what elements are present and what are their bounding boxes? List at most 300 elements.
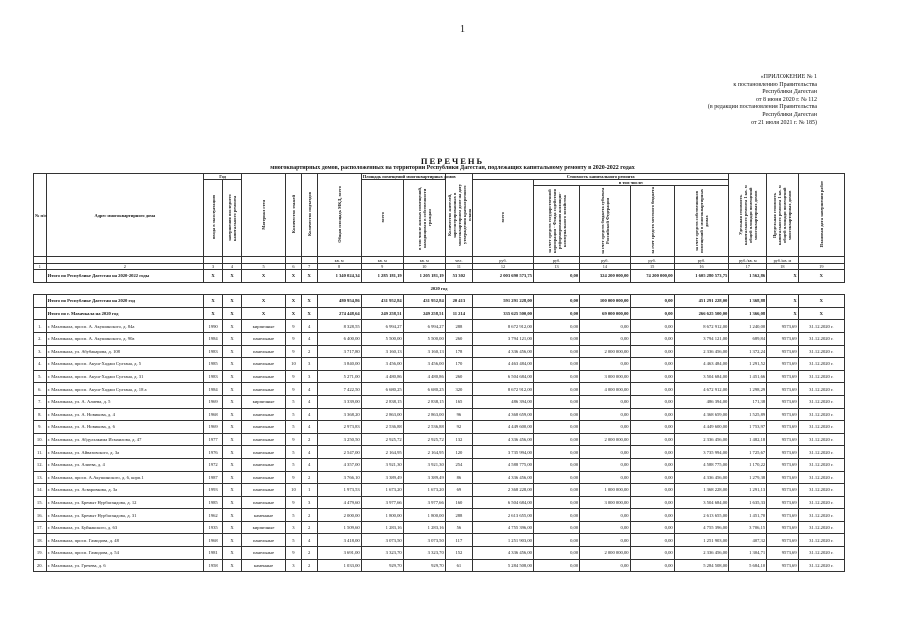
table-cell: г. Махачкала, просп. Гамидова, д. 48 [46, 534, 204, 547]
table-cell: 10 [286, 358, 302, 371]
table-cell: X [223, 534, 242, 547]
table-cell: 3 794 121,00 [473, 332, 534, 345]
table-cell: 9573,69 [767, 471, 799, 484]
table-cell: 266 625 500,00 [674, 307, 729, 320]
table-cell: 9 [286, 345, 302, 358]
table-cell: 0,00 [630, 370, 674, 383]
table-cell: X [798, 270, 844, 283]
table-cell: 5 [286, 446, 302, 459]
table-cell: 1 509,60 [317, 521, 361, 534]
table-cell: 31.12.2020 г. [798, 484, 844, 497]
appendix-line: к постановлению Правительства [733, 81, 817, 88]
table-cell: 260 [445, 370, 472, 383]
table-cell: 20 413 [445, 295, 472, 308]
table-cell: X [223, 496, 242, 509]
table-cell: 31.12.2020 г. [798, 509, 844, 522]
unit-cell: чел. [445, 257, 472, 264]
page-number: 1 [460, 24, 465, 35]
table-cell: 0,00 [533, 332, 579, 345]
table-cell: 4 479,60 [317, 496, 361, 509]
table-cell: X [798, 307, 844, 320]
table-cell: панельные [241, 458, 285, 471]
table-cell: 1 304,71 [729, 547, 767, 560]
table-cell: 4 [301, 332, 317, 345]
table-cell: 929,70 [361, 559, 403, 572]
unit-cell: руб./кв. м [767, 257, 799, 264]
table-cell: X [223, 370, 242, 383]
table-cell: 1962 [204, 509, 223, 522]
units-row [34, 257, 845, 264]
table-cell: 0,00 [533, 370, 579, 383]
table-cell: 3 368,20 [317, 408, 361, 421]
table-cell: 6 504 684,00 [473, 370, 534, 383]
table-cell: 0,00 [533, 484, 579, 497]
table-cell: 0,00 [533, 496, 579, 509]
appendix-line: (в редакции постановления Правительства [707, 104, 817, 111]
table-cell: 0,00 [580, 458, 630, 471]
table-cell [34, 307, 47, 320]
table-cell: 2 [301, 433, 317, 446]
unit-cell: руб. [674, 257, 729, 264]
table-cell: 0,00 [533, 358, 579, 371]
table-cell: X [223, 395, 242, 408]
table-cell: 8 672 912,00 [674, 320, 729, 333]
table-cell: 3 389,49 [361, 471, 403, 484]
table-cell: 3 977,66 [361, 496, 403, 509]
table-cell: 4 [301, 408, 317, 421]
table-cell: 0,00 [533, 383, 579, 396]
table-cell: 1 366,08 [729, 307, 767, 320]
table-cell: 4 449 600,00 [473, 421, 534, 434]
table-cell: 1 605 280 573,75 [674, 270, 729, 283]
table-row [34, 332, 845, 345]
header-total-area: Общая площадь МКД, всего [317, 174, 361, 257]
table-cell: 3 160,13 [403, 345, 445, 358]
appendix-note [577, 74, 817, 127]
table-cell: 9573,69 [767, 421, 799, 434]
table-cell: 3 735 994,00 [674, 446, 729, 459]
table-row [34, 395, 845, 408]
table-cell: 1 298,29 [729, 383, 767, 396]
table-cell: 152 [445, 547, 472, 560]
table-cell: 1 251 903,00 [674, 534, 729, 547]
table-cell: 0,00 [533, 395, 579, 408]
table-cell: 4 [301, 534, 317, 547]
table-cell: 4 449 600,00 [674, 421, 729, 434]
table-cell: 31.12.2020 г. [798, 496, 844, 509]
table-row [34, 559, 845, 572]
table-cell: 431 952,84 [403, 295, 445, 308]
table-cell: 14. [34, 484, 47, 497]
table-cell: 2 [301, 521, 317, 534]
table-cell: 3 389,49 [403, 471, 445, 484]
table-row [34, 345, 845, 358]
table-cell: 0,00 [630, 521, 674, 534]
table-cell: 5 [286, 421, 302, 434]
table-cell: 2 000 000,00 [580, 345, 630, 358]
table-cell: 4 368 659,00 [674, 408, 729, 421]
table-cell: 9573,69 [767, 408, 799, 421]
table-cell: 4 480,86 [403, 370, 445, 383]
column-number-cell: 17 [729, 264, 767, 270]
table-cell: 9 [286, 383, 302, 396]
table-cell: 0,00 [533, 547, 579, 560]
appendix-line: Республики Дагестан [762, 111, 817, 118]
header-premises-total: всего [361, 180, 403, 257]
table-cell [34, 295, 47, 308]
table-cell: 591 291 228,00 [473, 295, 534, 308]
table-cell: 7. [34, 395, 47, 408]
table-cell: 335 625 500,00 [473, 307, 534, 320]
table-cell: 4 336 456,00 [473, 433, 534, 446]
column-number-cell: 8 [317, 264, 361, 270]
table-cell: 0,00 [630, 421, 674, 434]
table-cell: 9573,69 [767, 345, 799, 358]
table-cell: панельные [241, 484, 285, 497]
table-cell: 9573,69 [767, 395, 799, 408]
table-cell: 9573,69 [767, 370, 799, 383]
table-cell: 2 164,95 [361, 446, 403, 459]
table-cell: 31.12.2020 г. [798, 547, 844, 560]
table-row [34, 484, 845, 497]
table-cell: г. Махачкала, ул. Буйнакского, д. 63 [46, 521, 204, 534]
table-cell: 31.12.2020 г. [798, 358, 844, 371]
table-cell: 1 291,13 [729, 484, 767, 497]
table-cell: 1935 [204, 521, 223, 534]
table-cell: 2 [301, 559, 317, 572]
table-cell: 274 448,64 [317, 307, 361, 320]
table-cell: 0,00 [630, 358, 674, 371]
header-cost-local: за счет средств местного бюджета [630, 186, 674, 257]
table-cell: X [241, 270, 285, 283]
header-wall: Материал стен [241, 174, 285, 257]
table-cell: 6 504 684,00 [473, 496, 534, 509]
table-cell: 9573,69 [767, 484, 799, 497]
column-number-cell: 12 [473, 264, 534, 270]
table-cell: X [204, 307, 223, 320]
table-cell: 0,00 [580, 408, 630, 421]
table-cell: панельные [241, 471, 285, 484]
table-cell: 8. [34, 408, 47, 421]
table-cell: Итого по Республике Дагестан на 2020-2022 годы [46, 270, 204, 283]
table-cell: 1 000 000,00 [580, 484, 630, 497]
table-cell: 1968 [204, 408, 223, 421]
table-cell: 0,00 [630, 395, 674, 408]
table-cell: 100 000 000,00 [580, 295, 630, 308]
table-row [34, 496, 845, 509]
table-cell: 451 291 228,00 [674, 295, 729, 308]
table-cell: 4 [301, 446, 317, 459]
column-number-cell: 13 [533, 264, 579, 270]
table-cell: 15. [34, 496, 47, 509]
table-cell: 2 547,00 [317, 446, 361, 459]
table-cell: 3 323,70 [403, 547, 445, 560]
column-number-cell: 1 [34, 264, 47, 270]
table-cell: 18. [34, 534, 47, 547]
table-cell: панельные [241, 345, 285, 358]
table-cell: 2 838,15 [403, 395, 445, 408]
table-cell: 249 258,51 [361, 307, 403, 320]
table-cell: 4 463 484,00 [674, 358, 729, 371]
table-cell: 132 [445, 433, 472, 446]
table-cell: 31.12.2020 г. [798, 534, 844, 547]
table-cell: 3 921,30 [361, 458, 403, 471]
table-cell: 1969 [204, 395, 223, 408]
table-cell: 3 323,70 [361, 547, 403, 560]
table-cell: 3 [301, 496, 317, 509]
table-cell: панельные [241, 358, 285, 371]
table-cell: X [223, 547, 242, 560]
table-cell: Итого по Республике Дагестан на 2020 год [46, 295, 204, 308]
table-cell: 2 336 456,00 [674, 345, 729, 358]
table-cell: 260 [445, 332, 472, 345]
table-cell: 0,00 [630, 559, 674, 572]
table-cell: 480 954,86 [317, 295, 361, 308]
table-cell: 1977 [204, 433, 223, 446]
table-cell: 9573,69 [767, 534, 799, 547]
table-cell: 1 451,66 [729, 370, 767, 383]
table-row [34, 534, 845, 547]
table-cell: 3 456,00 [361, 358, 403, 371]
table-cell: 10. [34, 433, 47, 446]
column-number-cell: 7 [301, 264, 317, 270]
table-cell: г. Махачкала, просп. Гамидова, д. 54 [46, 547, 204, 560]
table-cell: 1 368 228,00 [674, 484, 729, 497]
column-number-cell: 19 [798, 264, 844, 270]
table-cell: 2 863,00 [403, 408, 445, 421]
table-cell: 17. [34, 521, 47, 534]
table-cell: 2 838,15 [361, 395, 403, 408]
table-cell: 1969 [204, 421, 223, 434]
table-cell: 4 755 396,00 [473, 521, 534, 534]
table-cell: 0,00 [580, 332, 630, 345]
appendix-line: от 21 июля 2021 г. № 185) [751, 119, 817, 126]
column-number-cell: 3 [204, 264, 223, 270]
table-cell: 1 725,67 [729, 446, 767, 459]
table-cell: X [204, 295, 223, 308]
table-cell: 96 [445, 408, 472, 421]
table-cell: 3 766,10 [317, 471, 361, 484]
table-cell: 4 [301, 320, 317, 333]
table-cell: 2 [301, 471, 317, 484]
table-cell: 2 863,00 [361, 408, 403, 421]
table-cell: 1 372,24 [729, 345, 767, 358]
table-cell: 3 717,80 [317, 345, 361, 358]
table-cell: 1 673,20 [361, 484, 403, 497]
table-cell: 61 [445, 559, 472, 572]
unit-cell: руб. [533, 257, 579, 264]
table-row [34, 408, 845, 421]
unit-cell [204, 257, 223, 264]
table-cell: 5. [34, 370, 47, 383]
table-cell: 2 536,88 [361, 421, 403, 434]
table-cell: панельные [241, 383, 285, 396]
table-cell: 1993 [204, 484, 223, 497]
table-cell: 4 368 659,00 [473, 408, 534, 421]
table-cell: 3 691,00 [317, 547, 361, 560]
table-cell: 9573,69 [767, 358, 799, 371]
table-cell: 5 [286, 509, 302, 522]
table-cell: 31.12.2020 г. [798, 320, 844, 333]
column-number-cell: 10 [403, 264, 445, 270]
header-year-built: ввода в эксплуатацию [204, 180, 223, 257]
unit-cell: кв. м [403, 257, 445, 264]
table-cell: X [223, 458, 242, 471]
table-cell: 0,00 [580, 534, 630, 547]
table-cell: 1 340 024,34 [317, 270, 361, 283]
table-cell: 0,00 [533, 446, 579, 459]
table-cell: г. Махачкала, просп. А.Акушинского, д. 6, корп.1 [46, 471, 204, 484]
table-cell: г. Махачкала, ул. Абдулхакима Исмаилова, д. 47 [46, 433, 204, 446]
table-cell: 9 [286, 320, 302, 333]
unit-cell [798, 257, 844, 264]
table-cell: 31.12.2020 г. [798, 395, 844, 408]
table-cell: г. Махачкала, ул. Гречева, д. 6 [46, 559, 204, 572]
table-row [34, 547, 845, 560]
table-cell: 1 205 181,19 [403, 270, 445, 283]
table-cell: 1981 [204, 547, 223, 560]
year-label: 2020 год [34, 282, 845, 295]
table-cell: X [223, 446, 242, 459]
table-cell: панельные [241, 421, 285, 434]
table-cell: X [223, 345, 242, 358]
table-cell: панельные [241, 433, 285, 446]
table-cell: г. Махачкала, ул. А. Новикова, д. 4 [46, 408, 204, 421]
table-cell: 8 672 912,00 [473, 383, 534, 396]
table-cell: 0,00 [580, 358, 630, 371]
table-cell: 0,00 [580, 559, 630, 572]
table-cell: 1985 [204, 358, 223, 371]
table-cell: г. Махачкала, ул. Айвазовского, д. 3а [46, 446, 204, 459]
table-cell: 1968 [204, 534, 223, 547]
table-cell: 0,00 [630, 471, 674, 484]
table-cell: 3 706,15 [729, 521, 767, 534]
table-cell: 0,00 [630, 509, 674, 522]
header-floors: Количество этажей [286, 174, 302, 257]
table-cell: 1 635,33 [729, 496, 767, 509]
table-cell: 2 336 456,00 [674, 547, 729, 560]
table-cell: X [223, 559, 242, 572]
table-cell: 16. [34, 509, 47, 522]
table-cell: 1 753,97 [729, 421, 767, 434]
table-cell: 9. [34, 421, 47, 434]
table-cell: 171,38 [729, 395, 767, 408]
table-cell: 11 214 [445, 307, 472, 320]
table-cell: X [223, 433, 242, 446]
table-cell: 4 357,00 [317, 458, 361, 471]
table-cell: 288 [445, 509, 472, 522]
header-cost-owners: за счет средств собственников помещений в многоквартирных домах [674, 186, 729, 257]
header-entrances: Количество подъездов [301, 174, 317, 257]
table-cell: 0,00 [533, 295, 579, 308]
table-cell: 4 [301, 395, 317, 408]
table-cell: г. Махачкала, просп. Акуш-Хаджи Султана, д. 5 [46, 358, 204, 371]
table-cell: X [767, 295, 799, 308]
table-cell: панельные [241, 408, 285, 421]
appendix-line: «ПРИЛОЖЕНИЕ № 1 [760, 74, 817, 80]
table-cell: X [223, 332, 242, 345]
table-cell: г. Махачкала, просп. А. Акушинского, д. 84а [46, 320, 204, 333]
header-address: Адрес многоквартирного дома [46, 174, 204, 257]
table-row [34, 383, 845, 396]
table-cell: 3 418,00 [317, 534, 361, 547]
table-cell: 2 000 000,00 [580, 547, 630, 560]
table-cell: 1. [34, 320, 47, 333]
table-cell: 5 [286, 408, 302, 421]
table-cell: 3 [286, 559, 302, 572]
table-cell: 0,00 [580, 395, 630, 408]
table-cell: 1983 [204, 370, 223, 383]
table-cell: 9 [286, 370, 302, 383]
table-cell: X [301, 295, 317, 308]
table-cell: 20. [34, 559, 47, 572]
column-number-cell: 15 [630, 264, 674, 270]
table-cell: 178 [445, 345, 472, 358]
table-cell: 4 336 456,00 [674, 471, 729, 484]
table-cell: г. Махачкала, просп. Акуш-Хаджи Султана, д. 31 [46, 370, 204, 383]
housing-table [33, 173, 845, 572]
table-cell: 3 921,30 [403, 458, 445, 471]
table-cell: 0,00 [630, 295, 674, 308]
table-cell: 4 [301, 383, 317, 396]
table-cell: 249 258,51 [403, 307, 445, 320]
table-cell: 9 [286, 471, 302, 484]
table-cell: 3 073,50 [403, 534, 445, 547]
table-cell: панельные [241, 370, 285, 383]
table-cell: 170 [445, 358, 472, 371]
header-premises-residential: в том числе жилых помещений, находящихся в собственности граждан [403, 180, 445, 257]
table-cell: 11. [34, 446, 47, 459]
table-cell: 0,00 [630, 408, 674, 421]
table-cell: 9 [286, 496, 302, 509]
table-cell: 324 200 000,00 [580, 270, 630, 283]
table-cell: 2 003 690 573,75 [473, 270, 534, 283]
table-cell: 56 [445, 521, 472, 534]
table-cell: 1 285 181,19 [361, 270, 403, 283]
table-cell: 4 588 775,00 [674, 458, 729, 471]
table-cell: 1985 [204, 496, 223, 509]
unit-cell [286, 257, 302, 264]
table-row [34, 307, 845, 320]
table-cell: 6 680,25 [403, 383, 445, 396]
table-cell: 69 [445, 484, 472, 497]
table-cell: 5 684,10 [729, 559, 767, 572]
table-cell: 6 680,25 [361, 383, 403, 396]
table-cell: 1 562,86 [729, 270, 767, 283]
table-cell: 9573,69 [767, 383, 799, 396]
table-cell: 1984 [204, 332, 223, 345]
table-cell: 31.12.2020 г. [798, 559, 844, 572]
table-cell: 0,00 [533, 458, 579, 471]
table-cell: 2 368 228,00 [473, 484, 534, 497]
header-year-group: Год [204, 174, 242, 180]
table-cell: 1972 [204, 458, 223, 471]
table-row [34, 446, 845, 459]
year-row [34, 282, 845, 295]
table-cell: 31.12.2020 г. [798, 521, 844, 534]
table-cell: X [223, 307, 242, 320]
table-cell [34, 270, 47, 283]
table-row [34, 358, 845, 371]
table-cell: 12. [34, 458, 47, 471]
table-cell: 431 952,84 [361, 295, 403, 308]
table-cell: 9 [286, 547, 302, 560]
table-cell: 9573,69 [767, 559, 799, 572]
table-cell: X [223, 521, 242, 534]
table-cell: 1976 [204, 446, 223, 459]
table-cell: 120 [445, 446, 472, 459]
table-cell: г. Махачкала, ул. Бремыт Нурбагандова, д. 31 [46, 509, 204, 522]
